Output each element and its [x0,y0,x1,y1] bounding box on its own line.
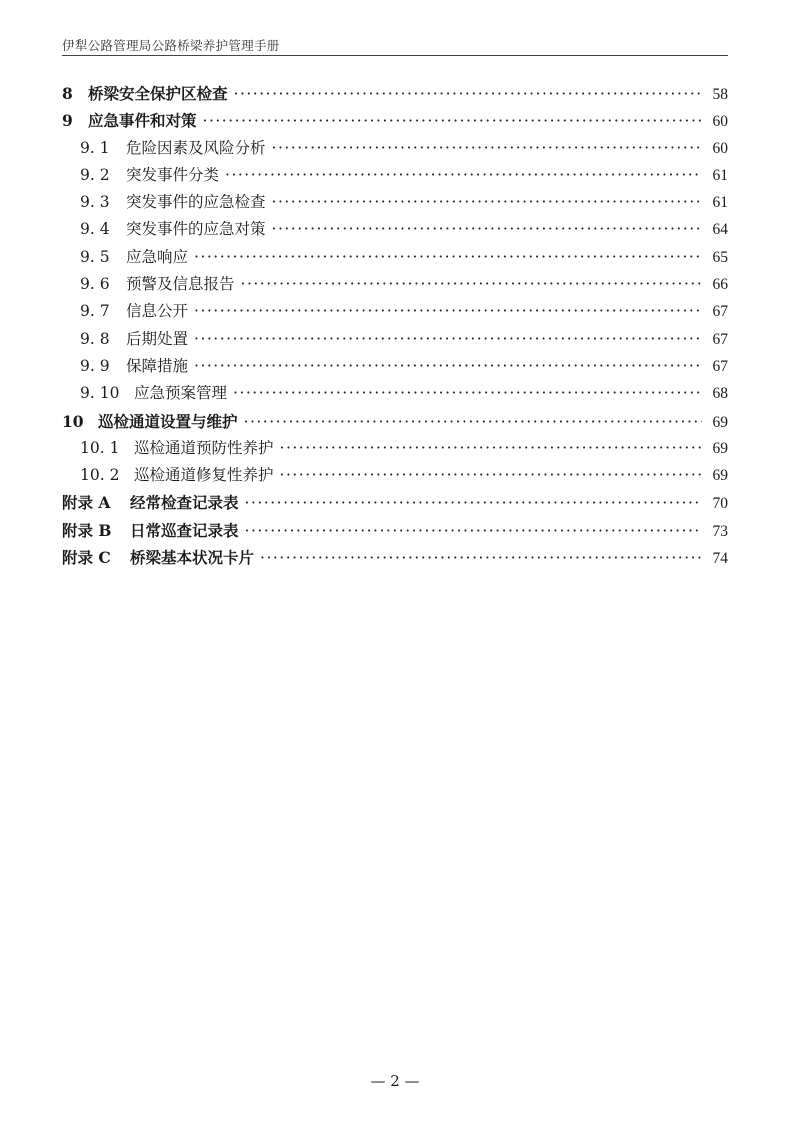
toc-entry-number: 8 [62,84,73,103]
toc-entry-title: 保障措施 [126,356,189,375]
toc-entry-number: 9. 9 [80,356,110,375]
toc-entry-appendix-c[interactable] [62,544,728,571]
dot-leader [194,244,702,271]
toc-entry-page: 67 [712,357,728,375]
toc-entry-page: 69 [712,413,728,431]
toc-entry-title: 巡检通道设置与维护 [98,411,238,431]
toc-entry-9-3[interactable] [62,189,728,216]
dot-leader [194,353,702,380]
toc-entry-9-10[interactable] [62,380,728,407]
toc-entry-page: 68 [712,385,728,403]
toc-entry-9-5[interactable] [62,244,728,271]
toc-entry-title: 应急事件和对策 [88,111,197,131]
table-of-contents [62,80,728,571]
dot-leader [272,189,702,216]
toc-entry-page: 70 [712,495,728,513]
toc-entry-page: 60 [712,139,728,157]
toc-entry-number: 9. 6 [80,275,110,294]
toc-entry-page: 74 [712,550,728,568]
toc-entry-title: 日常巡查记录表 [130,520,239,540]
toc-entry-9-4[interactable] [62,216,728,243]
toc-entry-number: 9. 8 [80,329,110,348]
toc-entry-title: 突发事件的应急对策 [126,220,266,239]
toc-entry-page: 61 [712,166,728,184]
toc-entry-page: 60 [712,113,728,131]
toc-entry-title: 桥梁基本状况卡片 [130,548,255,568]
toc-entry-number: 10 [62,411,84,431]
toc-entry-title: 预警及信息报告 [126,275,235,294]
toc-entry-title: 应急预案管理 [134,384,228,403]
dot-leader [203,108,702,135]
toc-entry-number: 9 [62,111,73,131]
toc-entry-title: 应急响应 [126,247,189,266]
dot-leader [280,435,702,462]
toc-entry-title: 后期处置 [126,329,189,348]
toc-entry-number: 9. 4 [80,220,110,239]
dot-leader [241,271,702,298]
toc-entry-page: 73 [712,522,728,540]
toc-entry-page: 69 [712,467,728,485]
toc-entry-number: 9. 10 [80,384,120,403]
dot-leader [245,490,702,517]
toc-entry-number: 9. 5 [80,247,110,266]
dot-leader [244,409,702,436]
dot-leader [260,545,702,572]
toc-entry-title: 信息公开 [126,302,189,321]
header-divider [62,55,728,56]
dot-leader [194,298,702,325]
page-number: — 2 — [370,1072,420,1090]
toc-entry-9[interactable] [62,107,728,134]
dot-leader [225,162,702,189]
toc-entry-number: 附录 B [62,520,112,540]
toc-entry-number: 9. 7 [80,302,110,321]
toc-entry-number: 附录 C [62,548,111,568]
toc-entry-title: 巡检通道预防性养护 [134,438,274,457]
toc-entry-number: 9. 2 [80,165,110,184]
toc-entry-page: 67 [712,303,728,321]
running-header: 伊犁公路管理局公路桥梁养护管理手册 [62,38,280,53]
toc-entry-number: 10. 1 [80,438,120,457]
toc-entry-9-7[interactable] [62,298,728,325]
dot-leader [280,462,702,489]
toc-entry-10-2[interactable] [62,462,728,489]
toc-entry-page: 67 [712,330,728,348]
toc-entry-page: 65 [712,248,728,266]
toc-entry-9-9[interactable] [62,353,728,380]
toc-entry-9-6[interactable] [62,271,728,298]
toc-entry-page: 58 [712,86,728,103]
dot-leader [272,135,702,162]
dot-leader [233,380,702,407]
dot-leader [245,518,702,545]
toc-entry-number: 9. 3 [80,193,110,212]
toc-entry-page: 69 [712,439,728,457]
toc-entry-page: 61 [712,194,728,212]
dot-leader [194,326,702,353]
toc-entry-8[interactable] [62,80,728,107]
toc-entry-appendix-a[interactable] [62,489,728,516]
toc-entry-title: 经常检查记录表 [130,493,239,513]
toc-entry-page: 66 [712,276,728,294]
toc-entry-number: 10. 2 [80,466,120,485]
toc-entry-9-1[interactable] [62,135,728,162]
toc-entry-title: 突发事件的应急检查 [126,193,266,212]
toc-entry-page: 64 [712,221,728,239]
toc-entry-number: 附录 A [62,493,111,513]
toc-entry-10-1[interactable] [62,435,728,462]
toc-entry-9-2[interactable] [62,162,728,189]
toc-entry-title: 危险因素及风险分析 [126,138,266,157]
toc-entry-number: 9. 1 [80,138,110,157]
toc-entry-10[interactable] [62,408,728,435]
toc-entry-9-8[interactable] [62,326,728,353]
toc-entry-title: 巡检通道修复性养护 [134,466,274,485]
toc-entry-title: 突发事件分类 [126,165,220,184]
dot-leader [234,81,702,108]
toc-entry-appendix-b[interactable] [62,517,728,544]
dot-leader [272,216,702,243]
toc-entry-title: 桥梁安全保护区检查 [88,84,228,103]
